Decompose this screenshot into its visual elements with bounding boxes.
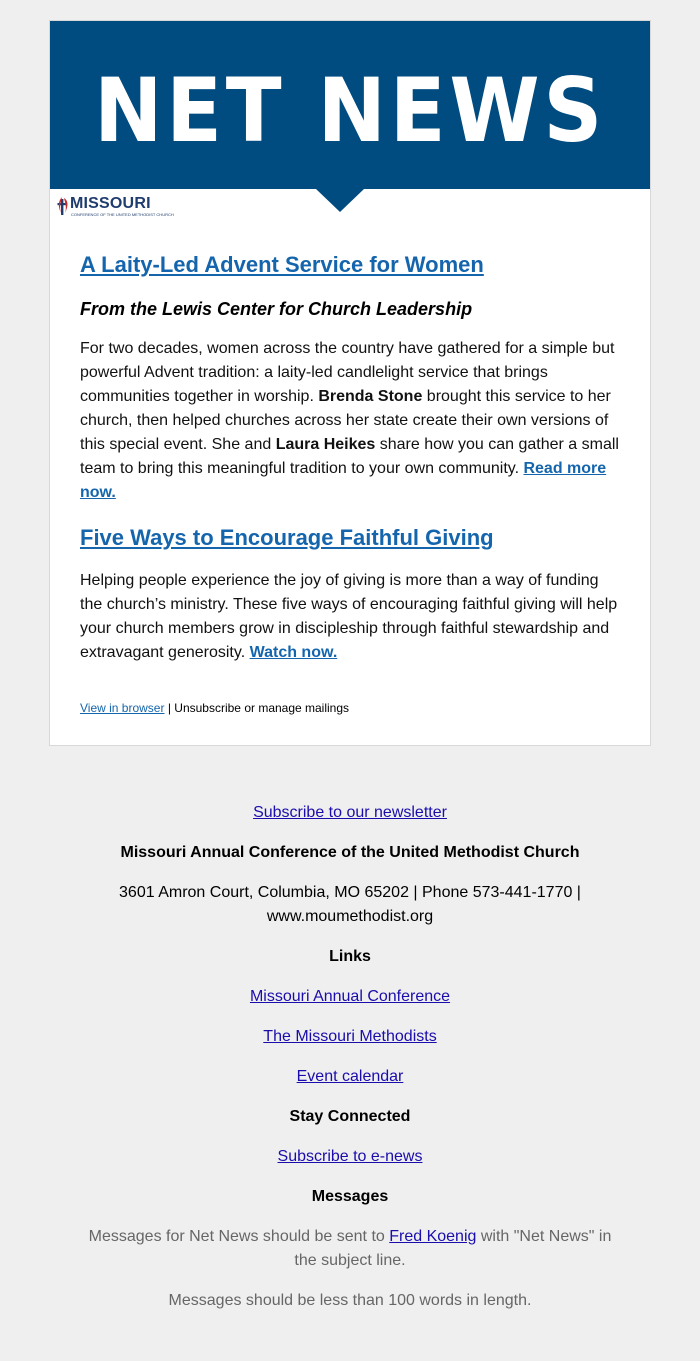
messages-instructions [0,1225,700,1249]
article-subtitle: From the Lewis Center for Church Leadership [80,299,473,319]
watch-now-link[interactable]: Watch now. [249,644,338,661]
cross-flame-icon [56,195,70,217]
article-title-giving[interactable]: Five Ways to Encourage Faithful Giving [80,525,494,550]
banner-title: NET NEWS [93,59,607,162]
links-heading: Links [329,948,371,965]
missouri-conference-logo [56,195,174,219]
article-body-advent [80,337,625,505]
messages-subject-line: the subject line. [294,1252,406,1269]
missouri-methodists-link[interactable]: The Missouri Methodists [263,1028,437,1045]
person-name: Laura Heikes [275,436,376,453]
messages-heading: Messages [311,1188,389,1205]
banner-notch [316,189,364,212]
messages-length-note: Messages should be less than 100 words in length. [168,1292,532,1309]
article-title-advent[interactable]: A Laity-Led Advent Service for Women [80,252,484,277]
subscribe-enews-link[interactable]: Subscribe to e-news [277,1148,423,1165]
website-line: www.moumethodist.org [266,908,434,925]
newsletter-card [49,20,651,746]
messages-text: Messages for Net News should be sent to [88,1228,390,1245]
fred-koenig-link[interactable]: Fred Koenig [389,1228,477,1245]
messages-text: with "Net News" in [476,1228,612,1245]
logo-subtitle: CONFERENCE OF THE UNITED METHODIST CHURCH [71,212,174,217]
address-line: 3601 Amron Court, Columbia, MO 65202 | Phone 573-441-1770 | [119,884,581,901]
stay-connected-heading: Stay Connected [289,1108,411,1125]
header-banner [50,21,650,189]
missouri-annual-conference-link[interactable]: Missouri Annual Conference [249,988,451,1005]
event-calendar-link[interactable]: Event calendar [296,1068,404,1085]
article-text: For two decades, women across the country have gathered for a simple but powerful Advent tradition: a laity-led candlelight service that brings communities together in worship. [80,340,615,405]
subscribe-newsletter-link[interactable]: Subscribe to our newsletter [253,804,447,821]
article-text: share how you can gather a small team to bring this meaningful tradition to your own community. [80,436,619,477]
view-in-browser-link[interactable]: View in browser [80,701,165,715]
logo-wordmark: MISSOURI [70,195,151,212]
article-text: brought this service to her church, then helped churches across her state create their own versions of this special event. She and [80,388,611,453]
read-more-link[interactable]: Read more now. [80,460,607,501]
article-body-giving [80,569,625,665]
unsubscribe-link[interactable]: Unsubscribe or manage mailings [174,701,350,715]
person-name: Brenda Stone [318,388,423,405]
mailing-links [80,701,349,715]
org-name: Missouri Annual Conference of the United Methodist Church [120,844,580,861]
article-text: Helping people experience the joy of giving is more than a way of funding the church’s ministry. These five ways of encouraging faithful giving will help your church members grow in discipleship through faithful stewardship and extravagant generosity. [80,572,618,661]
separator: | [164,701,175,715]
